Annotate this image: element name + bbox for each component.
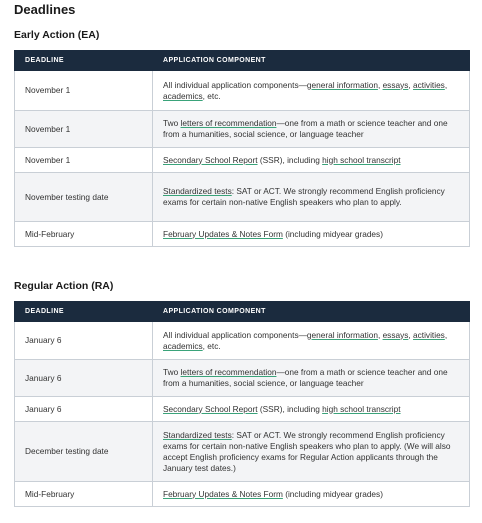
cell-text: , [408, 329, 414, 340]
table-row [15, 422, 470, 482]
cell-text: , [444, 79, 448, 90]
component-column-header: APPLICATION COMPONENT [153, 51, 470, 71]
table-row [15, 71, 470, 111]
deadline-cell: November 1 [15, 71, 153, 111]
general-information-link[interactable]: general information [306, 329, 378, 340]
standardized-tests-link[interactable]: Standardized tests [163, 429, 232, 440]
general-information-link[interactable]: general information [306, 79, 378, 90]
cell-text: All individual application components— [163, 329, 307, 340]
component-cell [153, 148, 470, 173]
table-row [15, 397, 470, 422]
cell-text: —one from a math or science teacher and one from a humanities, social science, or language teacher [163, 367, 448, 388]
component-cell [153, 482, 470, 507]
cell-text: (including midyear grades) [282, 488, 383, 499]
cell-text: , etc. [202, 90, 221, 101]
component-cell [153, 360, 470, 397]
cell-text: Two [163, 367, 181, 377]
component-cell [153, 71, 470, 111]
cell-text: : SAT or ACT. We strongly recommend English proficiency exams for certain non-native English speakers who plan to apply. [163, 186, 445, 207]
table-row [15, 222, 470, 247]
high-school-transcript-link[interactable]: high school transcript [322, 154, 401, 165]
component-cell [153, 222, 470, 247]
component-cell [153, 397, 470, 422]
letters-of-recommendation-link[interactable]: letters of recommendation [180, 367, 277, 377]
table-row [15, 322, 470, 360]
component-cell [153, 111, 470, 148]
cell-text: (SSR), including [257, 154, 323, 165]
table-row [15, 360, 470, 397]
deadline-cell: January 6 [15, 322, 153, 360]
component-cell [153, 422, 470, 482]
deadline-cell: November 1 [15, 111, 153, 148]
deadline-cell: Mid-February [15, 222, 153, 247]
deadline-cell: January 6 [15, 397, 153, 422]
deadline-cell: November testing date [15, 173, 153, 222]
table-row [15, 148, 470, 173]
early-action-table [14, 50, 470, 247]
table-header-row [15, 302, 470, 322]
cell-text: (SSR), including [257, 403, 323, 414]
deadline-cell: December testing date [15, 422, 153, 482]
cell-text: : SAT or ACT. We strongly recommend English proficiency exams for certain non-native English speakers who plan to apply. (We will also accept English proficiency exams for Regular Action applicants through the January test dates.) [163, 429, 451, 473]
secondary-school-report-link[interactable]: Secondary School Report [163, 403, 258, 414]
deadline-column-header: DEADLINE [15, 51, 153, 71]
component-cell [153, 322, 470, 360]
early-action-heading: Early Action (EA) [14, 29, 100, 41]
deadline-cell: November 1 [15, 148, 153, 173]
component-column-header: APPLICATION COMPONENT [153, 302, 470, 322]
cell-text: All individual application components— [163, 79, 307, 90]
letters-of-recommendation-link[interactable]: letters of recommendation [180, 118, 277, 128]
academics-link[interactable]: academics [163, 340, 203, 351]
regular-action-heading: Regular Action (RA) [14, 280, 114, 292]
deadline-cell: January 6 [15, 360, 153, 397]
essays-link[interactable]: essays [382, 329, 409, 340]
standardized-tests-link[interactable]: Standardized tests [163, 186, 232, 196]
table-row [15, 111, 470, 148]
cell-text: (including midyear grades) [282, 228, 383, 239]
secondary-school-report-link[interactable]: Secondary School Report [163, 154, 258, 165]
high-school-transcript-link[interactable]: high school transcript [322, 403, 401, 414]
cell-text: Two [163, 118, 181, 128]
table-row [15, 173, 470, 222]
february-updates-form-link[interactable]: February Updates & Notes Form [163, 488, 283, 499]
activities-link[interactable]: activities [413, 79, 445, 90]
table-header-row [15, 51, 470, 71]
deadline-column-header: DEADLINE [15, 302, 153, 322]
academics-link[interactable]: academics [163, 90, 203, 101]
february-updates-form-link[interactable]: February Updates & Notes Form [163, 228, 283, 239]
cell-text: , [408, 79, 414, 90]
table-row [15, 482, 470, 507]
activities-link[interactable]: activities [413, 329, 445, 340]
cell-text: , [377, 329, 383, 340]
component-cell [153, 173, 470, 222]
cell-text: , [444, 329, 448, 340]
cell-text: , [377, 79, 383, 90]
cell-text: —one from a math or science teacher and one from a humanities, social science, or language teacher [163, 118, 448, 139]
deadline-cell: Mid-February [15, 482, 153, 507]
regular-action-table [14, 301, 470, 507]
page-title: Deadlines [14, 2, 76, 17]
cell-text: , etc. [202, 340, 221, 351]
essays-link[interactable]: essays [382, 79, 409, 90]
